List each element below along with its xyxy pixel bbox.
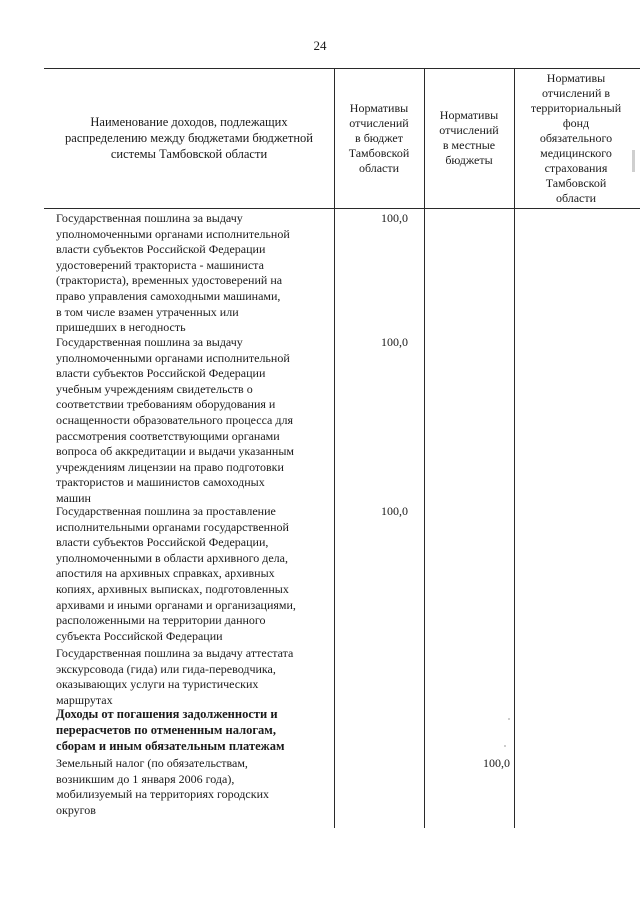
local-budget-value: 100,0 bbox=[483, 756, 510, 770]
header-medical-insurance-fund: Нормативы отчислений в территориальный фонд обязательного медицинского страхования Тамбовской области bbox=[530, 70, 622, 205]
regional-budget-value: 100,0 bbox=[381, 504, 408, 518]
header-revenue-name: Наименование доходов, подлежащих распределению между бюджетами бюджетной системы Тамбовской области bbox=[65, 115, 313, 161]
revenue-name: Государственная пошлина за выдачу уполномоченными органами исполнительной власти субъектов Российской Федерации удостоверений тракториста - машиниста (тракториста), временных удостоверений на право управления самоходными машинами, в том числе взамен утраченных или пришедших в негодность bbox=[56, 211, 290, 335]
header-regional-budget: Нормативы отчислений в бюджет Тамбовской области bbox=[348, 100, 410, 175]
scan-speck bbox=[504, 745, 506, 747]
revenue-name: Земельный налог (по обязательствам, возникшим до 1 января 2006 года), мобилизуемый на территориях городских округов bbox=[56, 756, 269, 817]
header-local-budgets: Нормативы отчислений в местные бюджеты bbox=[439, 108, 499, 167]
revenue-name: Государственная пошлина за выдачу аттестата экскурсовода (гида) или гида-переводчика, оказывающих услуги на туристических маршрутах bbox=[56, 646, 294, 707]
page-number: 24 bbox=[313, 38, 327, 53]
revenue-name: Государственная пошлина за проставление исполнительными органами государственной власти субъектов Российской Федерации, уполномоченными в области архивного дела, апостиля на архивных справках, архивных копиях, архивных выписках, подготовленных архивами и иными органами и организациями, расположенными на территории данного субъекта Российской Федерации bbox=[56, 504, 296, 643]
revenue-distribution-table bbox=[44, 68, 640, 828]
scan-margin-mark bbox=[632, 150, 635, 172]
regional-budget-value: 100,0 bbox=[381, 211, 408, 225]
revenue-name: Государственная пошлина за выдачу уполномоченными органами исполнительной власти субъектов Российской Федерации учебным учреждениям свидетельств о соответствии требованиям оборудования и оснащенности образовательного процесса для рассмотрения соответствующими органами вопроса об аккредитации и выдачи указанным учреждениям лицензии на право подготовки трактористов и машинистов самоходных машин bbox=[56, 335, 294, 505]
section-heading: Доходы от погашения задолженности и перерасчетов по отмененным налогам, сборам и иным обязательным платежам bbox=[56, 707, 285, 753]
scan-speck bbox=[508, 718, 510, 720]
header-bottom-border bbox=[44, 208, 640, 209]
regional-budget-value: 100,0 bbox=[381, 335, 408, 349]
